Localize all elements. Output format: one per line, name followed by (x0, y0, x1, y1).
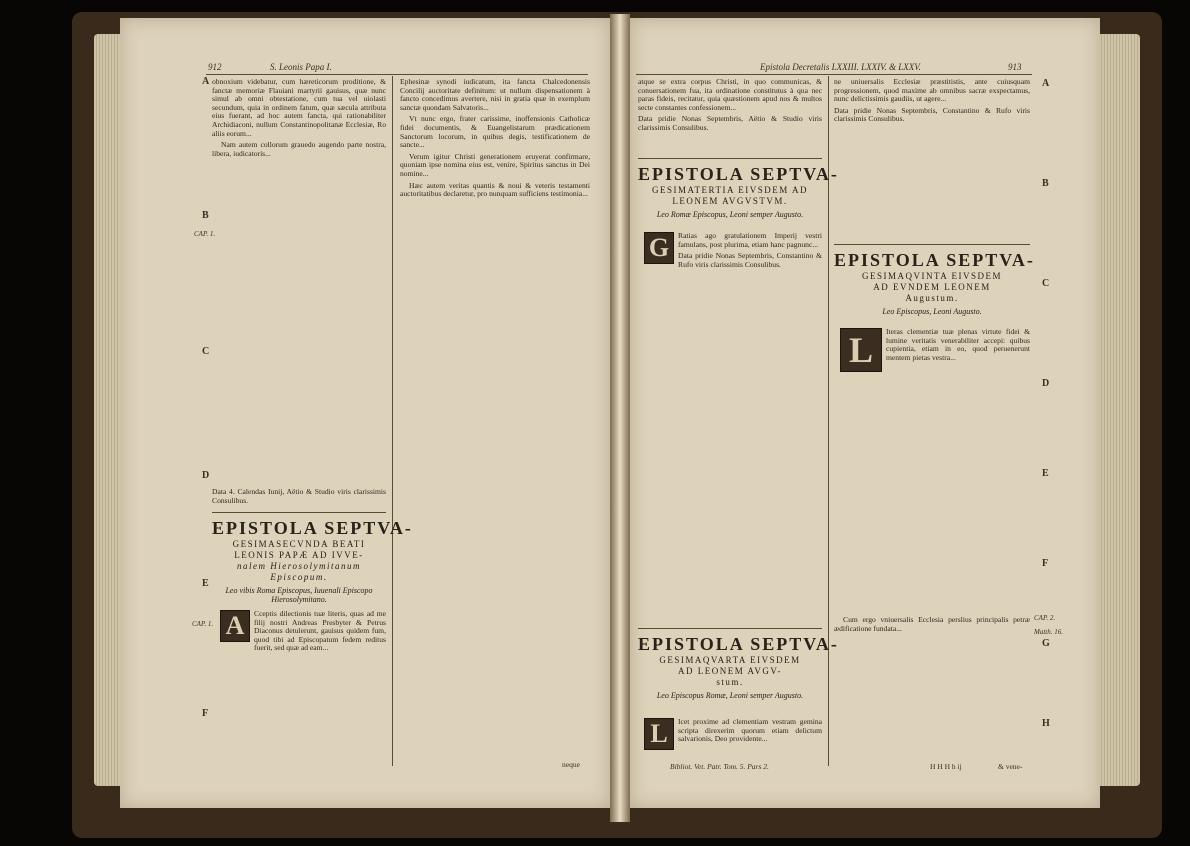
epistle-74-sub1: GESIMAQVARTA EIVSDEM (659, 655, 801, 665)
epistle-74-heading (638, 634, 839, 700)
epistle-75-sub1: GESIMAQVINTA EIVSDEM (861, 271, 1003, 281)
paragraph: Ephesinæ synodi iudicatum, ita fancta Chalcedonensis Concilij auctoritate definitum: ut nullum dispensationem à fancto concedimus avertere, nisi in gratia quæ in exemplum sanctæ quondam Salvatoris... (400, 77, 590, 112)
paragraph: Iteras clementiæ tuæ plenas virtute fidei & lumine veritatis venerabiliter accepi: quibus cupientia, etiam in eo, quod peruenerunt mentem pietas vestra... (886, 327, 1030, 362)
left-page-number: 912 (208, 62, 222, 72)
epistle-74-body (678, 718, 822, 754)
margin-letter: A (1042, 78, 1050, 89)
paragraph: Icet proxime ad clementiam vestram gemina scripta direxerim quorum etiam delictum salvarionis, Deo providente... (678, 717, 822, 744)
epistle-rule (834, 244, 1030, 245)
epistle-73-sub1: GESIMATERTIA EIVSDEM AD (652, 185, 808, 195)
epistle-72-sub2: LEONIS PAPÆ AD IVVE- (234, 550, 364, 560)
right-column-1-top (638, 78, 822, 130)
paragraph: obnoxium videbatur, cum hæreticorum proditione, & fanctæ memoriæ Flauiani martyrii gauisus, quæ nunc simul ab omni obtestatione, cum tua vel uiolasti secundum, quia in ordinem fatum, quæ sæcula attributa eius fuerant, ad hoc autem fancta, qui rationabiliter Archidiaconi, nullum Constantinopolitanæ Ecclesiæ, Ro aliis eorum... (212, 77, 386, 138)
book-gutter (610, 14, 630, 822)
paragraph: Cum ergo vniuersalis Ecclesia perslius principalis petræ ædificatione fundata... (834, 615, 1030, 633)
epistle-72-sub1: GESIMASECVNDA BEATI (232, 539, 366, 549)
dateline: Data 4. Calendas Iunij, Aëtio & Studio viris clarissimis Consulibus. (212, 487, 386, 505)
epistle-74-sub3: stum. (716, 677, 744, 687)
paragraph: Nam autem collorum grauedo augendo parte nostra, libera, iudicatoris... (212, 140, 386, 158)
epistle-72-opening (254, 609, 386, 653)
paragraph: atque se extra corpus Christi, in quo communicas, & conuersationem fua, ita ordinatione constitutus à qua nec paras fideis, recitatur, quia quæstionem apud nos & multos secte constantes confessionem... (638, 77, 822, 112)
margin-letter: C (202, 346, 210, 357)
epistle-rule (212, 512, 386, 513)
right-page-number: 913 (1008, 62, 1022, 72)
epistle-73-address: Leo Romæ Episcopus, Leoni semper Augusto. (656, 210, 804, 219)
left-page (120, 18, 610, 808)
right-column-2-top (834, 78, 1030, 238)
right-page (630, 18, 1100, 808)
epistle-74-title: EPISTOLA SEPTVA- (638, 634, 839, 654)
dateline: Data pridie Nonas Septembris, Constantino & Rufo viris clarissimis Consulibus. (834, 105, 1030, 124)
paragraph: Verum igitur Christi generationem eruyerat confirmare, quoniam ipse nomina eius est, venire, Spiritus sanctus in Dei nomine... (400, 151, 590, 178)
margin-letter: F (1042, 558, 1049, 569)
epistle-75-address: Leo Episcopus, Leoni Augusto. (882, 307, 982, 316)
left-running-head: S. Leonis Papa I. (270, 62, 332, 72)
signature-mark: H H H h ij (930, 762, 962, 771)
epistle-75-sub2: AD EVNDEM LEONEM (873, 282, 991, 292)
epistle-75-body (886, 328, 1030, 608)
epistle-75-sub3: Augustum. (905, 293, 959, 303)
margin-letter: E (202, 578, 209, 589)
epistle-74-address: Leo Episcopus Romæ, Leoni semper Augusto. (656, 691, 804, 700)
margin-letter: B (202, 210, 209, 221)
dropcap-initial: L (840, 328, 882, 372)
dropcap-initial: G (644, 232, 674, 264)
epistle-75-title: EPISTOLA SEPTVA- (834, 250, 1035, 270)
epistle-74-sub2: AD LEONEM AVGV- (677, 666, 782, 676)
epistle-72-heading (212, 518, 413, 604)
paragraph: Vt nunc ergo, frater carissime, inoffensionis Catholicæ fidei documentis, & Euangelistarum prædicationem Sanctorum locorum, in quibus degis, testificationem de sancte... (400, 114, 590, 150)
dateline: Data pridie Nonas Septembris, Aëtio & Studio viris clarissimis Consulibus. (638, 114, 822, 132)
margin-letter: A (202, 76, 210, 87)
left-col1-dateline (212, 488, 386, 506)
epistle-75-heading (834, 250, 1035, 316)
left-column-2 (400, 78, 590, 748)
header-rule (636, 74, 1032, 75)
dropcap-initial: L (644, 718, 674, 750)
epistle-73-title: EPISTOLA SEPTVA- (638, 164, 839, 184)
margin-cap2: CAP. 1. (192, 620, 214, 628)
dateline: Data pridie Nonas Septembris, Constantino & Rufo viris clarissimis Consulibus. (678, 251, 822, 269)
header-rule (206, 74, 588, 75)
dropcap-initial: A (220, 610, 250, 642)
margin-letter: E (1042, 468, 1049, 479)
catchword: & vene- (998, 762, 1023, 771)
epistle-72-sub3: nalem Hierosolymitanum Episcopum. (237, 561, 361, 582)
epistle-73-sub2: LEONEM AVGVSTVM. (672, 196, 788, 206)
epistle-rule (638, 158, 822, 159)
margin-letter: D (1042, 378, 1050, 389)
margin-letter: G (1042, 638, 1050, 649)
epistle-72-title: EPISTOLA SEPTVA- (212, 518, 413, 538)
margin-cap: CAP. 2. (1034, 614, 1056, 622)
margin-letter: D (202, 470, 210, 481)
epistle-73-heading (638, 164, 839, 219)
column-divider (392, 76, 393, 766)
margin-letter: B (1042, 178, 1049, 189)
margin-cap: CAP. 1. (194, 230, 216, 238)
margin-letter: F (202, 708, 209, 719)
epistle-75-body-continued (834, 616, 1030, 754)
left-column-1 (212, 78, 386, 498)
margin-letter: C (1042, 278, 1050, 289)
paragraph: Hæc autem veritas quantis & noui & veteris testamenti auctoritatibus declaretur, pro nunquam sufficiens testimonia... (400, 180, 590, 199)
paragraph: Cceptis dilectionis tuæ literis, quas ad me filij nostri Andreas Presbyter & Petrus Diaconus detulerunt, gauisus quidem fum, quod tibi ad Episcopatum fedem reditus fuerit, sed quæ ad eam... (254, 609, 386, 653)
margin-letter: H (1042, 718, 1050, 729)
epistle-72-address: Leo vibis Roma Episcopus, Iuuenali Episcopo Hierosolymitano. (225, 586, 373, 604)
footer-signature: Bibliot. Vet. Patr. Tom. 5. Pars 2. (670, 762, 769, 771)
paragraph: ne uniuersalis Ecclesiæ præstitistis, ante cuiusquam progressionem, quod maxime ab omnibus sacræ exspectamus, nunc delictissimis gaudiis, ut agere... (834, 77, 1030, 104)
catchword: neque (562, 760, 580, 769)
right-running-head: Epistola Decretalis LXXIII. LXXIV. & LXXV. (760, 62, 921, 72)
epistle-73-body (678, 232, 822, 612)
margin-note: Matth. 16. (1034, 628, 1063, 636)
epistle-rule (638, 628, 822, 629)
paragraph: Ratias ago gratulationem Imperij vestri famulans, post plurima, etiam hanc pagnunc... (678, 231, 822, 249)
